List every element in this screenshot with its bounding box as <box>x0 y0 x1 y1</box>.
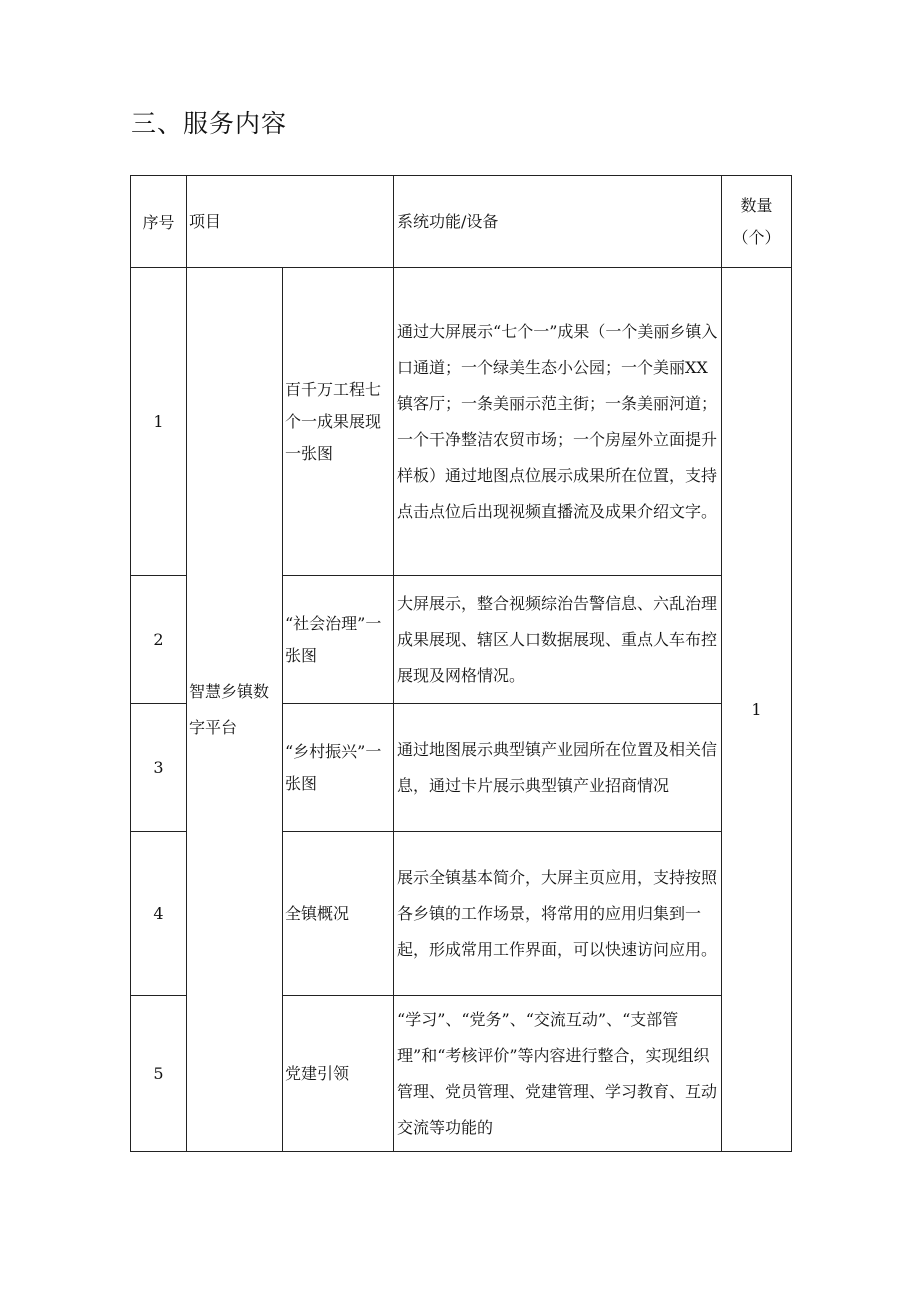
section-title: 三、服务内容 <box>131 109 288 138</box>
row-item: “社会治理”一张图 <box>283 576 394 704</box>
project-name-cell: 智慧乡镇数字平台 <box>187 268 283 1152</box>
row-item: 百千万工程七个一成果展现一张图 <box>283 268 394 576</box>
header-function: 系统功能/设备 <box>394 176 722 268</box>
row-item: 党建引领 <box>283 996 394 1152</box>
row-number: 1 <box>131 268 187 576</box>
header-project: 项目 <box>187 176 394 268</box>
service-content-table <box>130 175 792 1152</box>
row-description: “学习”、“党务”、“交流互动”、“支部管理”和“考核评价”等内容进行整合，实现组织管理、党员管理、党建管理、学习教育、互动交流等功能的 <box>394 996 722 1152</box>
row-item: “乡村振兴”一张图 <box>283 704 394 832</box>
row-item: 全镇概况 <box>283 832 394 996</box>
quantity-cell: 1 <box>722 268 792 1152</box>
row-description: 通过地图展示典型镇产业园所在位置及相关信息，通过卡片展示典型镇产业招商情况 <box>394 704 722 832</box>
header-no: 序号 <box>131 176 187 268</box>
header-quantity: 数量（个） <box>722 176 792 268</box>
row-number: 3 <box>131 704 187 832</box>
table-row <box>131 268 792 576</box>
row-description: 通过大屏展示“七个一”成果（一个美丽乡镇入口通道；一个绿美生态小公园；一个美丽XX镇客厅；一条美丽示范主街；一条美丽河道；一个干净整洁农贸市场；一个房屋外立面提升样板）通过地图点位展示成果所在位置，支持点击点位后出现视频直播流及成果介绍文字。 <box>394 268 722 576</box>
row-number: 2 <box>131 576 187 704</box>
row-number: 5 <box>131 996 187 1152</box>
row-number: 4 <box>131 832 187 996</box>
row-description: 展示全镇基本简介，大屏主页应用，支持按照各乡镇的工作场景，将常用的应用归集到一起，形成常用工作界面，可以快速访问应用。 <box>394 832 722 996</box>
table-header-row <box>131 176 792 268</box>
row-description: 大屏展示，整合视频综治告警信息、六乱治理成果展现、辖区人口数据展现、重点人车布控展现及网格情况。 <box>394 576 722 704</box>
